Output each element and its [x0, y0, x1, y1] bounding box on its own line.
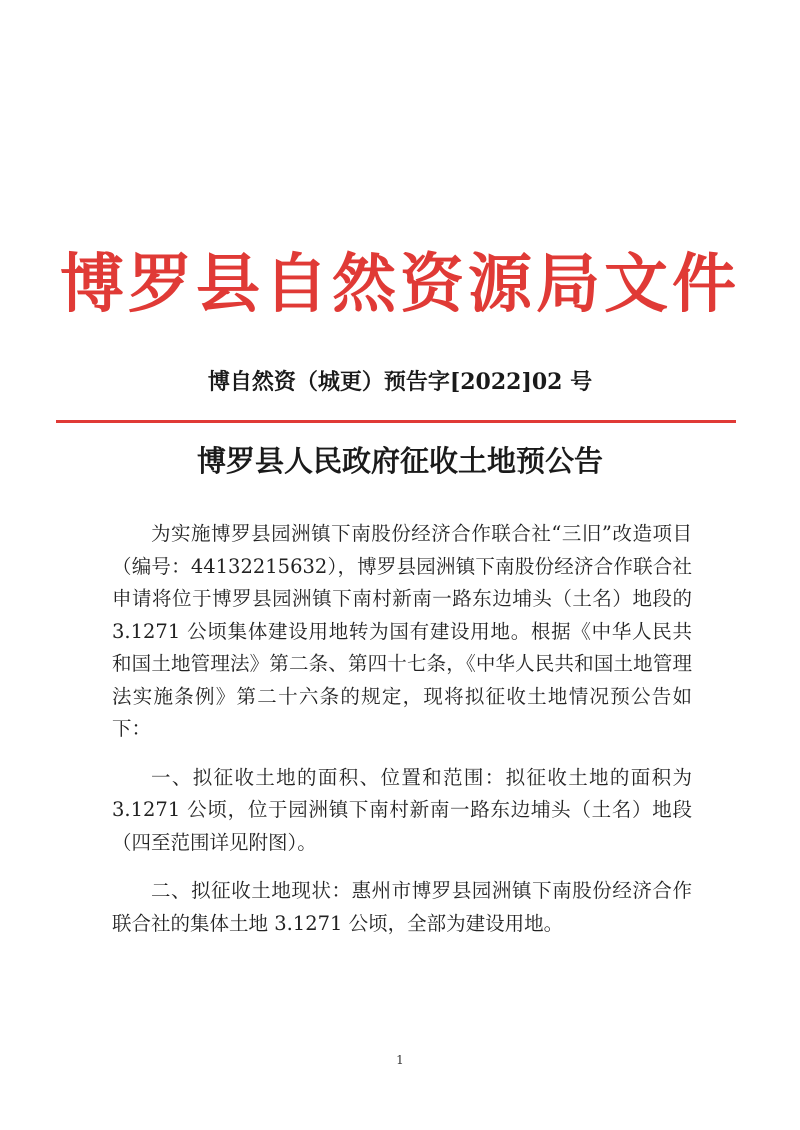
- red-divider-line: [56, 420, 736, 423]
- document-body: [112, 518, 692, 956]
- document-number: 博自然资（城更）预告字[2022]02 号: [207, 369, 593, 395]
- notice-title: 博罗县人民政府征收土地预公告: [196, 444, 603, 478]
- body-paragraph: 一、拟征收土地的面积、位置和范围：拟征收土地的面积为 3.1271 公顷，位于园洲镇下南村新南一路东边埔头（土名）地段（四至范围详见附图）。: [112, 765, 692, 854]
- page-number: 1: [396, 1053, 404, 1067]
- masthead-title: 博罗县自然资源局文件: [60, 248, 740, 322]
- body-paragraph: 二、拟征收土地现状：惠州市博罗县园洲镇下南股份经济合作联合社的集体土地 3.1271 公顷，全部为建设用地。: [112, 879, 692, 935]
- body-paragraph: 为实施博罗县园洲镇下南股份经济合作联合社“三旧”改造项目（编号：44132215632），博罗县园洲镇下南股份经济合作联合社申请将位于博罗县园洲镇下南村新南一路东边埔头（土名）地段的 3.1271 公顷集体建设用地转为国有建设用地。根据《中华人民共和国土地管理法》第二条、第四十七条，《中华人民共和国土地管理法实施条例》第二十六条的规定，现将拟征收土地情况预公告如下：: [112, 522, 692, 740]
